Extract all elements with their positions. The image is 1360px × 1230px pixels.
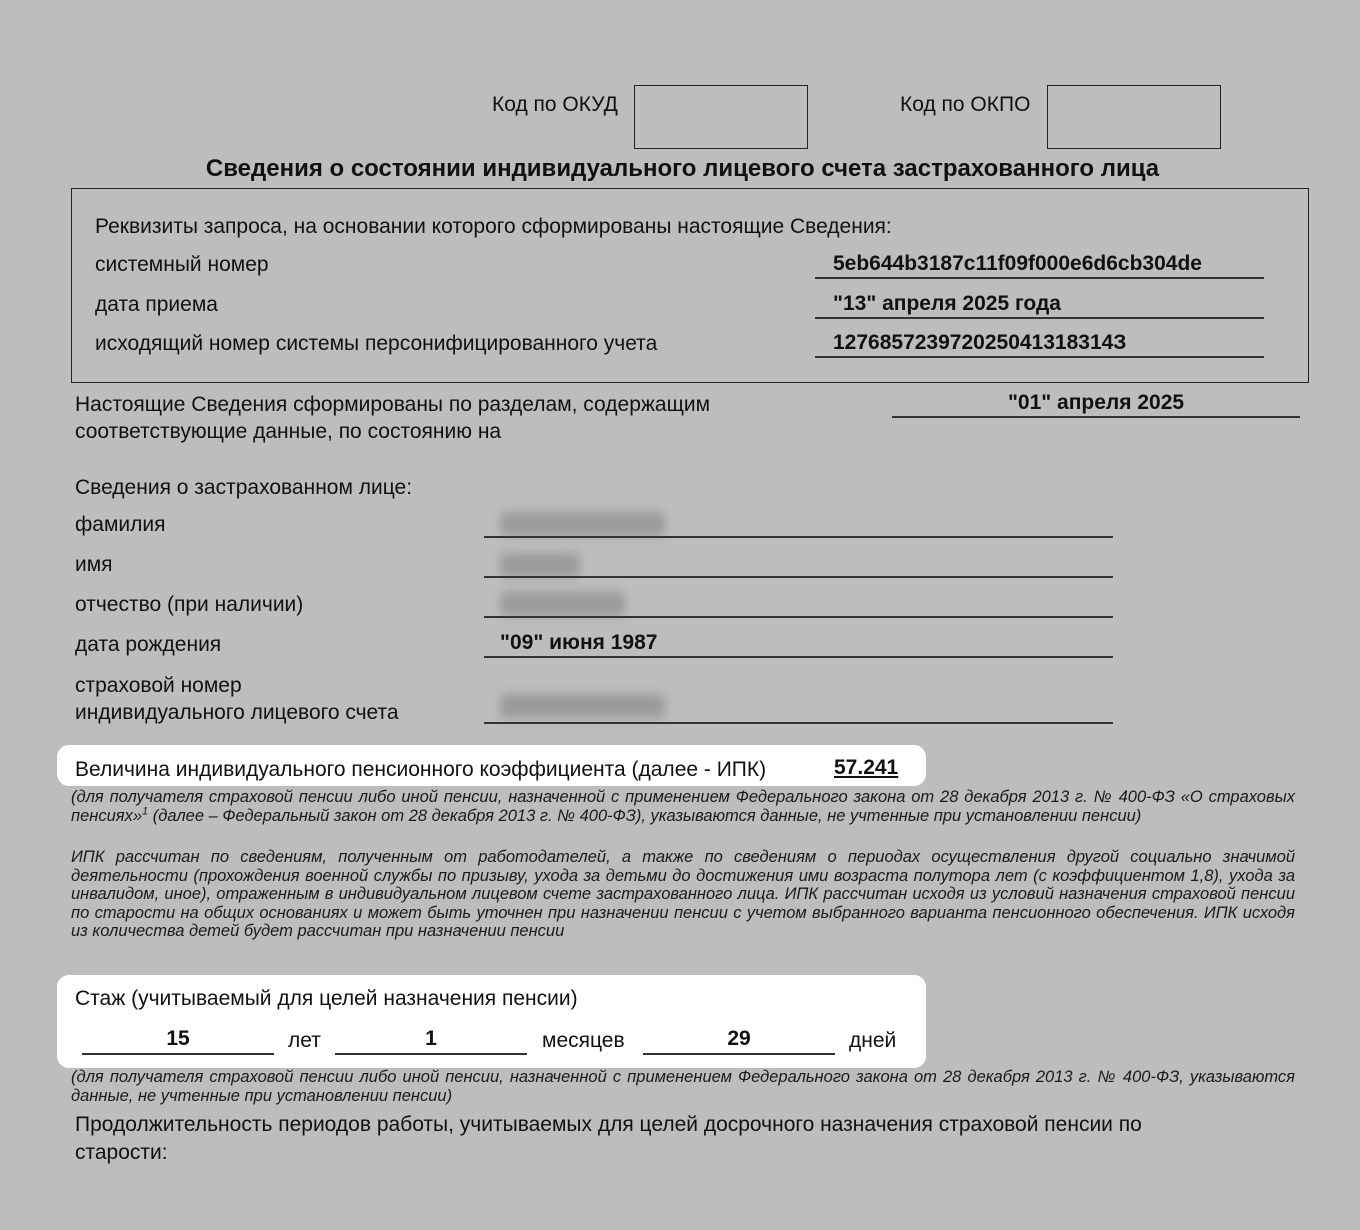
name-line [484,576,1113,578]
formed-date-value: "01" апреля 2025 [1007,391,1185,414]
stazh-months-label: месяцев [542,1029,625,1052]
birth-date-value: "09" июня 1987 [500,631,658,654]
name-label: имя [75,553,113,576]
system-number-label: системный номер [95,253,269,276]
date-received-value: "13" апреля 2025 года [833,292,1061,315]
stazh-years-line [82,1053,274,1055]
ipk-label: Величина индивидуального пенсионного коэффициента (далее - ИПК) [75,758,767,781]
date-received-label: дата приема [95,293,218,316]
stazh-days-line [643,1053,835,1055]
document-title: Сведения о состоянии индивидуального лицевого счета застрахованного лица [205,155,1160,182]
stazh-months-value: 1 [425,1027,437,1050]
patronymic-redacted [500,592,625,616]
surname-label: фамилия [75,513,166,536]
early-pension-line2: старости: [75,1141,168,1164]
formed-text-line1: Настоящие Сведения сформированы по разделам, содержащим [75,393,711,416]
patronymic-label: отчество (при наличии) [75,593,304,616]
stazh-days-value: 29 [727,1027,751,1050]
system-number-value: 5eb644b3187c11f09f000e6d6cb304de [833,252,1202,275]
formed-date-line [892,416,1300,418]
stazh-days-label: дней [849,1029,897,1052]
request-heading: Реквизиты запроса, на основании которого сформированы настоящие Сведения: [95,215,892,238]
outgoing-number-value: 127685723972025041318314З [833,331,1127,354]
okud-label: Код по ОКУД [492,93,618,116]
snils-label-line1: страховой номер [75,674,242,697]
ipk-value: 57.241 [834,756,899,779]
stazh-note: (для получателя страховой пенсии либо иной пенсии, назначенной с применением Федерального закона от 28 декабря 2013 г. № 400-ФЗ, указываются данные, не учтенные при установлении пенсии) [71,1068,1295,1105]
birth-date-line [484,656,1113,658]
snils-redacted [500,694,665,718]
stazh-years-value: 15 [166,1027,190,1050]
formed-text-line2: соответствующие данные, по состоянию на [75,420,502,443]
stazh-months-line [335,1053,527,1055]
system-number-line [815,277,1264,279]
date-received-line [815,317,1264,319]
okud-code-box [634,85,808,149]
person-heading: Сведения о застрахованном лице: [75,476,413,499]
ipk-note-calculation: ИПК рассчитан по сведениям, полученным от работодателей, а также по сведениям о периодах осуществления другой социально значимой деятельности (прохождения военной службы по призыву, ухода за детьми до достижения ими возраста полутора лет (с коэффициентом 1,8), ухода за инвалидом, иное), отраженным в индивидуальном лицевом счете застрахованного лица. ИПК рассчитан исходя из условий назначения страховой пенсии по старости на общих основаниях и может быть уточнен при назначении пенсии с учетом выбранного варианта пенсионного обеспечения. ИПК исходя из количества детей будет рассчитан при назначении пенсии [71,848,1295,940]
snils-label-line2: индивидуального лицевого счета [75,701,399,724]
stazh-years-label: лет [288,1029,321,1052]
okpo-code-box [1047,85,1221,149]
name-redacted [500,553,580,577]
outgoing-number-line [815,356,1264,358]
okpo-label: Код по ОКПО [900,93,1031,116]
surname-line [484,536,1113,538]
outgoing-number-label: исходящий номер системы персонифицированного учета [95,332,658,355]
early-pension-line1: Продолжительность периодов работы, учитываемых для целей досрочного назначения страховой пенсии по [75,1113,1142,1136]
patronymic-line [484,616,1113,618]
birth-date-label: дата рождения [75,633,222,656]
stazh-label: Стаж (учитываемый для целей назначения пенсии) [75,987,578,1010]
surname-redacted [500,512,665,536]
snils-line [484,722,1113,724]
ipk-note-legal: (для получателя страховой пенсии либо иной пенсии, назначенной с применением Федерального закона от 28 декабря 2013 г. № 400-ФЗ «О страховых пенсиях»$^1$ (далее – Федеральный закон от 28 декабря 2013 г. № 400-ФЗ), указываются данные, не учтенные при установлении пенсии) [71,788,1295,825]
